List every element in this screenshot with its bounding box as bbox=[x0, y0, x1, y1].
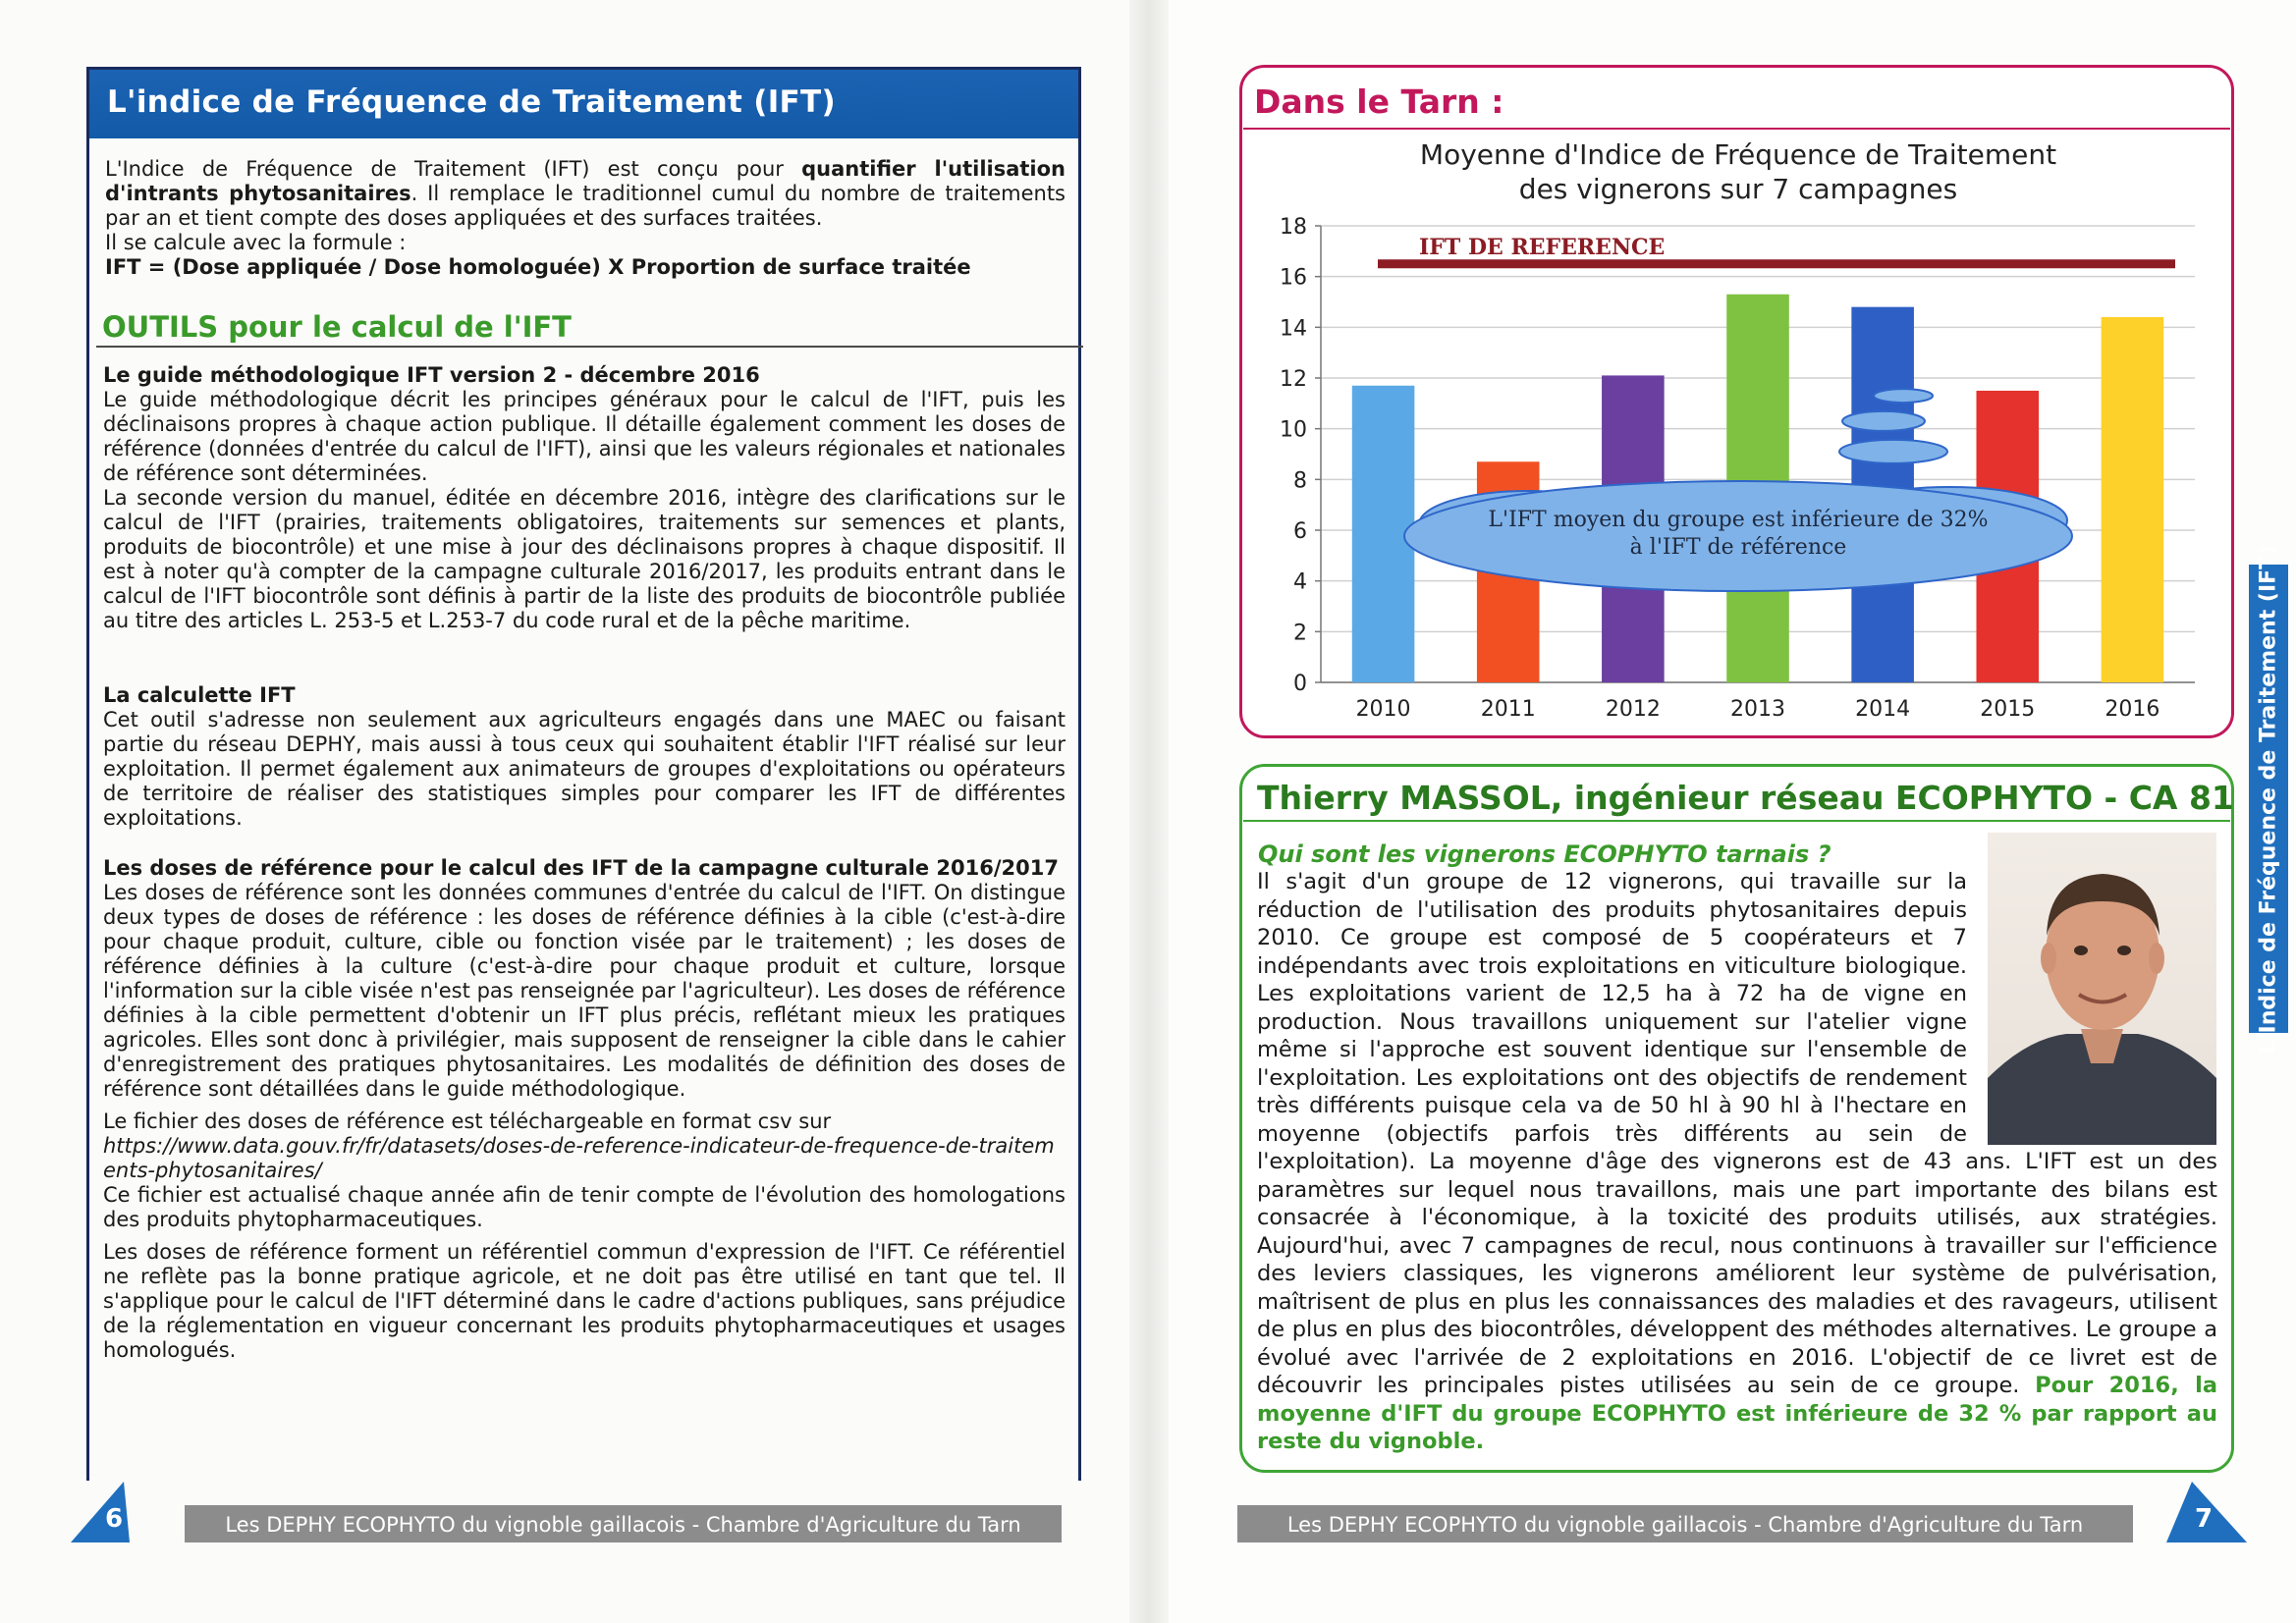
formula-intro: Il se calcule avec la formule : bbox=[105, 231, 407, 254]
side-section-tab bbox=[2249, 544, 2288, 1054]
annotation-line-2: à l'IFT de référence bbox=[1629, 535, 1847, 560]
chart-title-line-2: des vignerons sur 7 campagnes bbox=[1518, 173, 1958, 205]
x-tick-label: 2015 bbox=[1980, 697, 2036, 722]
massol-divider bbox=[1243, 820, 2230, 822]
doses-title: Les doses de référence pour le calcul des IFT de la campagne culturale 2016/2017 bbox=[103, 856, 1059, 880]
intro-text-start: L'Indice de Fréquence de Traitement (IFT) est conçu pour bbox=[105, 157, 802, 181]
outils-title: OUTILS pour le calcul de l'IFT bbox=[102, 310, 572, 344]
doses-update-text: Ce fichier est actualisé chaque année afin de tenir compte de l'évolution des homologations des produits phytopharmaceutiques. bbox=[103, 1183, 1066, 1231]
doses-download-link[interactable]: https://www.data.gouv.fr/fr/datasets/doses-de-reference-indicateur-de-frequence-de-traitements-phytosanitaires/ bbox=[103, 1134, 1055, 1182]
calculette-block bbox=[103, 683, 1066, 831]
y-tick-label: 4 bbox=[1293, 569, 1307, 595]
y-tick-label: 16 bbox=[1280, 265, 1307, 291]
tarn-title: Dans le Tarn : bbox=[1254, 82, 1504, 121]
calculette-title: La calculette IFT bbox=[103, 683, 296, 707]
x-tick-label: 2010 bbox=[1355, 697, 1411, 722]
guide-title: Le guide méthodologique IFT version 2 - décembre 2016 bbox=[103, 363, 760, 387]
x-tick-label: 2012 bbox=[1605, 697, 1661, 722]
y-tick-label: 18 bbox=[1280, 215, 1307, 240]
x-tick-label: 2014 bbox=[1855, 697, 1911, 722]
intro-text-bold: quantifier l'utilisation d'intrants phytosanitaires bbox=[105, 157, 1066, 205]
y-tick-label: 0 bbox=[1293, 672, 1307, 696]
page-number-left: 6 bbox=[104, 1504, 124, 1534]
ift-formula: IFT = (Dose appliquée / Dose homologuée) X Proportion de surface traitée bbox=[105, 255, 971, 279]
outils-divider bbox=[96, 346, 1083, 348]
doses-paragraph-3: Les doses de référence forment un référentiel commun d'expression de l'IFT. Ce référentiel ne reflète pas la bonne pratique agricole, et ne doit pas être utilisé en tant que tel. Il s'applique pour le calcul de l'IFT déterminé dans le cadre d'actions publiques, sans préjudice de la réglementation en vigueur concernant les produits phytopharmaceutiques et usages homologués. bbox=[103, 1240, 1066, 1362]
cloud-bubble bbox=[1839, 440, 1947, 463]
chart-title-line-1: Moyenne d'Indice de Fréquence de Traitement bbox=[1419, 138, 2057, 171]
page-number-right: 7 bbox=[2194, 1504, 2214, 1534]
massol-paragraph: Il s'agit d'un groupe de 12 vignerons, qui travaille sur la réduction de l'utilisation des produits phytosanitaires depuis 2010. Ce groupe est composé de 5 coopérateurs et 7 indépendants avec trois exploitations en viticulture biologique. Les exploitations varient de 12,5 ha à 72 ha de vigne en production. Nous travaillons uniquement sur l'atelier vigne même si l'approche est souvent identique sur l'ensemble de l'exploitation. Les exploitations ont des objectifs de rendement très différents puisque cela va de 50 hl à 90 hl à l'hectare en moyenne (objectifs parfois très différents au sein de l'exploitation). La moyenne d'âge des vignerons est de 43 ans. L'IFT est un des paramètres sur lequel nous travaillons, mais une part importante des bilans est consacrée à l'économique, à la toxicité des produits utilisés, aux stratégies. Aujourd'hui, avec 7 campagnes de recul, nous continuons à travailler sur l'efficience des leviers classiques, les vignerons améliorent leur système de pulvérisation, maîtrisent de plus en plus les connaissances des maladies et des ravageurs, utilisent de plus en plus des biocontrôles, développent des méthodes alternatives. Le groupe a évolué avec l'arrivée de 2 exploitations en 2016. L'objectif de ce livret est de découvrir les principales pistes utilisées au sein de ce groupe. bbox=[1257, 869, 2217, 1398]
page-number-badge-left bbox=[67, 1478, 155, 1546]
y-tick-label: 10 bbox=[1280, 417, 1307, 443]
doses-block bbox=[103, 856, 1066, 1363]
y-tick-label: 12 bbox=[1280, 367, 1307, 392]
tarn-divider bbox=[1243, 128, 2230, 130]
doses-download-text: Le fichier des doses de référence est téléchargeable en format csv sur bbox=[103, 1109, 832, 1133]
ift-intro bbox=[105, 157, 1066, 280]
book-gutter bbox=[1129, 0, 1169, 1623]
massol-highlight: Pour 2016, la moyenne d'IFT du groupe ECOPHYTO est inférieure de 32 % par rapport au reste du vignoble. bbox=[1257, 1373, 2217, 1454]
guide-paragraph-1: Le guide méthodologique décrit les principes généraux pour le calcul de l'IFT, puis les déclinaisons propres à chaque action publique. Il détaille également comment les doses de référence (données d'entrée du calcul de l'IFT), ainsi que les valeurs régionales et nationales de référence sont déterminées. bbox=[103, 388, 1066, 485]
calculette-paragraph: Cet outil s'adresse non seulement aux agriculteurs engagés dans une MAEC ou faisant partie du réseau DEPHY, mais aussi à tous ceux qui souhaitent établir l'IFT réalisé sur leur exploitation. Il permet également aux animateurs de groupes d'exploitations ou opérateurs de territoire de réaliser des statistiques simples pour comparer les IFT de différentes exploitations. bbox=[103, 708, 1066, 830]
ift-bar-chart bbox=[1242, 196, 2224, 727]
doses-paragraph-1: Les doses de référence sont les données communes d'entrée du calcul de l'IFT. On distingue deux types de doses de référence : les doses de référence définies à la cible (c'est-à-dire pour chaque produit, culture, cible ou fonction visée par le traitement) ; les doses de référence définies à la culture (c'est-à-dire pour chaque produit et culture, lorsque l'information sur la cible visée n'est pas renseignée par l'agriculteur). Les doses de référence définies à la cible permettent d'obtenir un IFT plus précis, reflétant mieux les pratiques agricoles. Elles sont donc à privilégier, mais supposent de renseigner la cible dans le cahier d'enregistrement des pratiques phytosanitaires. Les modalités de définition des doses de référence sont détaillées dans le guide méthodologique. bbox=[103, 881, 1066, 1101]
guide-block bbox=[103, 363, 1066, 633]
massol-question: Qui sont les vignerons ECOPHYTO tarnais ? bbox=[1258, 840, 1831, 868]
massol-title: Thierry MASSOL, ingénieur réseau ECOPHYTO - CA 81 bbox=[1257, 779, 2234, 817]
x-tick-label: 2016 bbox=[2105, 697, 2160, 722]
massol-text-block bbox=[1257, 868, 2217, 1456]
x-tick-label: 2013 bbox=[1730, 697, 1785, 722]
doses-paragraph-2 bbox=[103, 1109, 1066, 1232]
intro-text-end: . Il remplace le traditionnel cumul du nombre de traitements par an et tient compte des doses appliquées et des surfaces traitées. bbox=[105, 182, 1066, 230]
footer-left: Les DEPHY ECOPHYTO du vignoble gaillacois - Chambre d'Agriculture du Tarn bbox=[185, 1505, 1062, 1542]
side-tab-label: L'Indice de Fréquence de Traitement (IFT) bbox=[2256, 544, 2281, 1054]
footer-right: Les DEPHY ECOPHYTO du vignoble gaillacois - Chambre d'Agriculture du Tarn bbox=[1237, 1505, 2133, 1542]
cloud-bubble bbox=[1842, 411, 1925, 431]
reference-line-label: IFT DE REFERENCE bbox=[1419, 234, 1666, 260]
y-tick-label: 8 bbox=[1293, 468, 1307, 494]
y-tick-label: 6 bbox=[1293, 519, 1307, 544]
guide-paragraph-2: La seconde version du manuel, éditée en décembre 2016, intègre des clarifications sur le calcul de l'IFT (prairies, traitements obligatoires, traitements sur semences et plants, produits de biocontrôle) et une mise à jour des déclinaisons propres à chaque dispositif. Il est à noter qu'à compter de la campagne culturale 2016/2017, les produits entrant dans le calcul de l'IFT biocontrôle sont définis à partir de la liste des produits de biocontrôle publiée au titre des articles L. 253-5 et L.253-7 du code rural et de la pêche maritime. bbox=[103, 486, 1066, 632]
bar-2016 bbox=[2102, 317, 2164, 682]
x-tick-label: 2011 bbox=[1480, 697, 1536, 722]
page-number-badge-right bbox=[2162, 1478, 2251, 1546]
ift-section-title: L'indice de Fréquence de Traitement (IFT) bbox=[89, 70, 1078, 138]
y-tick-label: 2 bbox=[1293, 621, 1307, 646]
annotation-line-1: L'IFT moyen du groupe est inférieure de 32% bbox=[1488, 508, 1989, 532]
y-tick-label: 14 bbox=[1280, 316, 1307, 342]
cloud-bubble bbox=[1874, 389, 1933, 403]
